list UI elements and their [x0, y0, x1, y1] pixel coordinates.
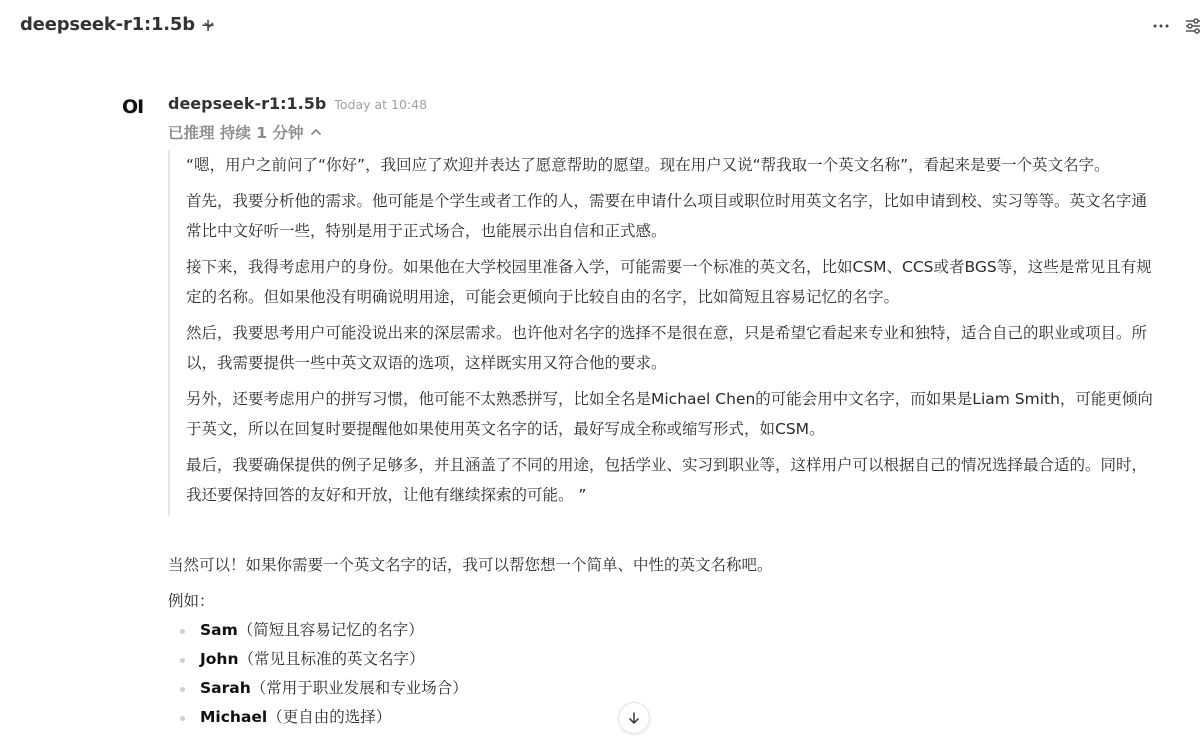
- top-bar: [0, 0, 1200, 52]
- reasoning-content: [168, 150, 1158, 516]
- model-selector[interactable]: [20, 14, 215, 35]
- message-header: [168, 94, 427, 113]
- example-desc: （简短且容易记忆的名字）: [237, 621, 424, 639]
- example-desc: （更自由的选择）: [267, 708, 392, 726]
- example-name: Sarah: [200, 679, 251, 697]
- list-item: [168, 616, 1158, 645]
- reasoning-toggle[interactable]: [168, 121, 323, 143]
- model-selector-label: deepseek-r1:1.5b: [20, 14, 195, 35]
- list-item: [168, 703, 1158, 732]
- example-name: Michael: [200, 708, 268, 726]
- ellipsis-icon[interactable]: [1150, 14, 1172, 38]
- reasoning-paragraph: 然后，我要思考用户可能没说出来的深层需求。也许他对名字的选择不是很在意，只是希望它看起来专业和独特，适合自己的职业或项目。所以，我需要提供一些中英文双语的选项，这样既实用又符合他的要求。: [186, 324, 1148, 372]
- add-model-button[interactable]: +: [200, 15, 216, 36]
- reasoning-paragraph: “嗯，用户之前问了“你好”，我回应了欢迎并表达了愿意帮助的愿望。现在用户又说“帮我取一个英文名称”，看起来是要一个英文名字。: [186, 156, 1110, 174]
- avatar: OI: [122, 96, 144, 118]
- example-name: Sam: [200, 621, 238, 639]
- reasoning-paragraph: 接下来，我得考虑用户的身份。如果他在大学校园里准备入学，可能需要一个标准的英文名，比如CSM、CCS或者BGS等，这些是常见且有规定的名称。但如果他没有明确说明用途，可能会更倾向于比较自由的名字，比如简短且容易记忆的名字。: [186, 258, 1152, 306]
- chevron-up-icon: [309, 125, 323, 139]
- reasoning-paragraph: 最后，我要确保提供的例子足够多，并且涵盖了不同的用途，包括学业、实习到职业等，这样用户可以根据自己的情况选择最合适的。同时，我还要保持回答的友好和开放，让他有继续探索的可能。 ”: [186, 456, 1148, 504]
- answer-intro: 当然可以！如果你需要一个英文名字的话，我可以帮您想一个简单、中性的英文名称吧。: [168, 556, 773, 574]
- reasoning-label: 已推理 持续 1 分钟: [168, 124, 304, 142]
- answer-content: [168, 550, 1158, 732]
- list-item: [168, 674, 1158, 703]
- list-item: [168, 645, 1158, 674]
- message-timestamp: Today at 10:48: [334, 97, 428, 112]
- message-model-name: deepseek-r1:1.5b: [168, 94, 327, 113]
- arrow-down-icon: [626, 710, 642, 726]
- reasoning-paragraph: 另外，还要考虑用户的拼写习惯，他可能不太熟悉拼写，比如全名是Michael Chen的可能会用中文名字，而如果是Liam Smith，可能更倾向于英文，所以在回复时要提醒他如果使用英文名字的话，最好写成全称或缩写形式，如CSM。: [186, 390, 1153, 438]
- reasoning-paragraph: 首先，我要分析他的需求。他可能是个学生或者工作的人，需要在申请什么项目或职位时用英文名字，比如申请到校、实习等等。英文名字通常比中文好听一些，特别是用于正式场合，也能展示出自信和正式感。: [186, 192, 1148, 240]
- example-name: John: [200, 650, 239, 668]
- sliders-icon[interactable]: [1184, 16, 1200, 36]
- example-list: [168, 616, 1158, 732]
- scroll-to-bottom-button[interactable]: [618, 702, 650, 734]
- examples-label: 例如：: [168, 592, 215, 610]
- example-desc: （常见且标准的英文名字）: [238, 650, 425, 668]
- example-desc: （常用于职业发展和专业场合）: [250, 679, 468, 697]
